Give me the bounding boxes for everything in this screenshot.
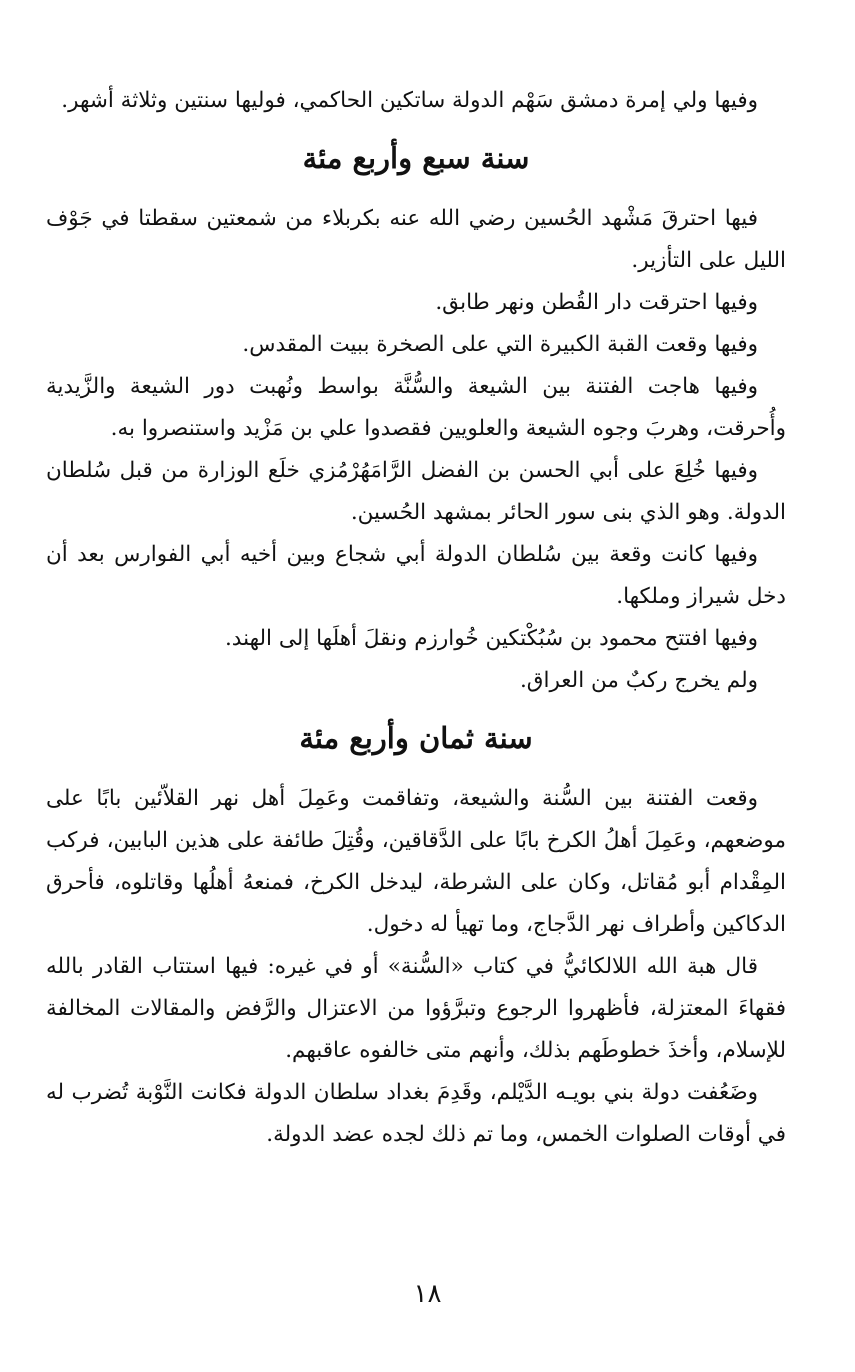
page-body	[46, 80, 786, 1156]
paragraph: وفيها افتتح محمود بن سُبُكْتكين خُوارزم ونقلَ أهلَها إلى الهند.	[224, 626, 758, 651]
paragraph: فيها احترقَ مَشْهد الحُسين رضي الله عنه بكربلاء من شمعتين سقطتا في جَوْف الليل على التأزير.	[46, 206, 786, 273]
page-number: ١٨	[413, 1279, 442, 1309]
paragraph: وفيها كانت وقعة بين سُلطان الدولة أبي شجاع وبين أخيه أبي الفوارس بعد أن دخل شيراز وملكها.	[46, 542, 786, 609]
paragraph: قال هبة الله اللالكائيُّ في كتاب «السُّنة» أو في غيره: فيها استتاب القادر بالله فقهاءَ المعتزلة، فأظهروا الرجوع وتبرَّؤوا من الاعتزال والرَّفض والمقالات المخالفة للإسلام، وأخذَ خطوطَهم بذلك، وأنهم متى خالفوه عاقبهم.	[46, 954, 786, 1063]
section-heading: سنة ثمان وأربع مئة	[299, 721, 533, 755]
paragraph: وفيها هاجت الفتنة بين الشيعة والسُّنَّة بواسط ونُهبت دور الشيعة والزَّيدية وأُحرقت، وهربَ وجوه الشيعة والعلويين فقصدوا علي بن مَزْيد واستنصروا به.	[46, 374, 786, 441]
paragraph: وضَعُفت دولة بني بويـه الدَّيْلم، وقَدِمَ بغداد سلطان الدولة فكانت النَّوْبة تُضرب له في أوقات الصلوات الخمس، وما تم ذلك لجده عضد الدولة.	[46, 1080, 786, 1147]
paragraph: وفيها احترقت دار القُطن ونهر طابق.	[435, 290, 758, 315]
paragraph: وقعت الفتنة بين السُّنة والشيعة، وتفاقمت وعَمِلَ أهل نهر القلاّئين بابًا على موضعهم، وعَمِلَ أهلُ الكرخ بابًا على الدَّقاقين، وقُتِلَ طائفة على هذين البابين، فركب المِقْدام أبو مُقاتل، وكان على الشرطة، ليدخل الكرخ، فمنعهُ أهلُها وقاتلوه، فأحرق الدكاكين وأطراف نهر الدَّجاج، وما تهيأ له دخول.	[46, 786, 786, 937]
paragraph: وفيها وقعت القبة الكبيرة التي على الصخرة ببيت المقدس.	[242, 332, 758, 357]
section-heading: سنة سبع وأربع مئة	[302, 141, 530, 175]
paragraph: ولم يخرج ركبٌ من العراق.	[519, 668, 758, 693]
paragraph: وفيها ولي إمرة دمشق سَهْم الدولة ساتكين الحاكمي، فوليها سنتين وثلاثة أشهر.	[61, 88, 758, 113]
paragraph: وفيها خُلِعَ على أبي الحسن بن الفضل الرَّامَهُرْمُزي خلَع الوزارة من قبل سُلطان الدولة. وهو الذي بنى سور الحائر بمشهد الحُسين.	[46, 458, 786, 525]
